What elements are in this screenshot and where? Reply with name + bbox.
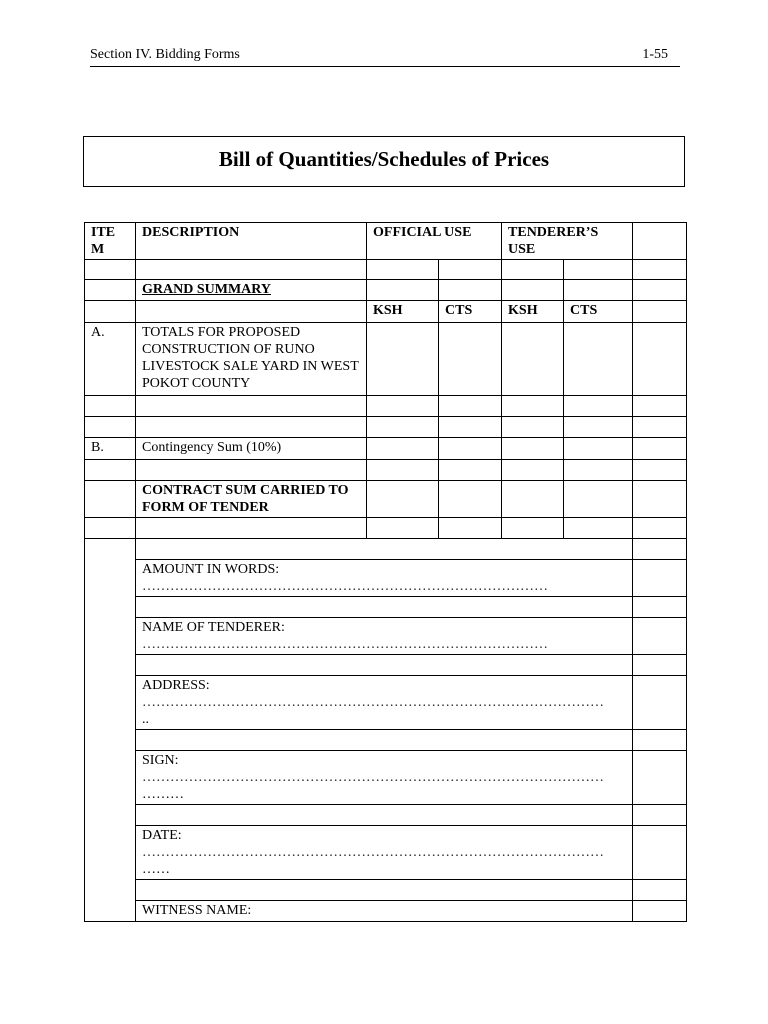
bill-of-quantities-table [84, 222, 687, 922]
amount-in-words-row [85, 560, 687, 597]
table-row [85, 260, 687, 280]
table-header-row [85, 223, 687, 260]
sign-dots: ……………………………………………………………………………………… [142, 770, 604, 785]
table-row [85, 280, 687, 301]
amount-in-words-field[interactable] [136, 560, 633, 597]
name-of-tenderer-dots: …………………………………………………………………………… [142, 637, 548, 652]
name-of-tenderer-label: NAME OF TENDERER: [142, 620, 285, 635]
official-ksh-input[interactable] [367, 323, 439, 396]
table-row [85, 460, 687, 481]
official-ksh-header: KSH [367, 301, 439, 323]
tenderer-cts-header: CTS [564, 301, 633, 323]
sign-dots-tail: ……… [142, 787, 184, 802]
date-field[interactable] [136, 826, 633, 880]
address-dots: ……………………………………………………………………………………… [142, 695, 604, 710]
table-row-a [85, 323, 687, 396]
table-row-b [85, 438, 687, 460]
address-field[interactable] [136, 676, 633, 730]
contract-sum-row [85, 481, 687, 518]
table-row [85, 597, 687, 618]
sign-row [85, 751, 687, 805]
official-cts-header: CTS [439, 301, 502, 323]
header-item: ITE M [85, 223, 136, 260]
tenderer-cts-input[interactable] [564, 438, 633, 460]
tenderer-ksh-input[interactable] [502, 438, 564, 460]
tenderer-cts-input[interactable] [564, 323, 633, 396]
header-description: DESCRIPTION [136, 223, 367, 260]
table-row [85, 539, 687, 560]
table-row [85, 880, 687, 901]
official-cts-input[interactable] [439, 323, 502, 396]
section-title: Section IV. Bidding Forms [90, 47, 240, 62]
date-dots: ……………………………………………………………………………………… [142, 845, 604, 860]
document-title: Bill of Quantities/Schedules of Prices [218, 147, 550, 171]
table-row [85, 518, 687, 539]
header-official-use: OFFICIAL USE [367, 223, 502, 260]
tenderer-ksh-header: KSH [502, 301, 564, 323]
official-ksh-input[interactable] [367, 438, 439, 460]
header-tenderers-use: TENDERER’S USE [502, 223, 633, 260]
tenderer-cts-input[interactable] [564, 481, 633, 518]
sign-label: SIGN: [142, 753, 179, 768]
witness-name-label: WITNESS NAME: [142, 903, 252, 918]
official-cts-input[interactable] [439, 438, 502, 460]
date-row [85, 826, 687, 880]
address-label: ADDRESS: [142, 678, 210, 693]
table-row [85, 417, 687, 438]
grand-summary-heading: GRAND SUMMARY [136, 280, 367, 301]
name-of-tenderer-field[interactable] [136, 618, 633, 655]
page-header [90, 46, 680, 67]
tenderer-ksh-input[interactable] [502, 481, 564, 518]
currency-header-row [85, 301, 687, 323]
witness-name-row [85, 901, 687, 922]
row-b-item: B. [85, 438, 136, 460]
official-ksh-input[interactable] [367, 481, 439, 518]
left-margin-cell [85, 539, 136, 922]
page-number: 1-55 [642, 47, 668, 62]
table-row [85, 396, 687, 417]
table-cell [633, 223, 687, 260]
amount-in-words-label: AMOUNT IN WORDS: [142, 562, 280, 577]
address-row [85, 676, 687, 730]
row-a-item: A. [85, 323, 136, 396]
row-a-description: TOTALS FOR PROPOSED CONSTRUCTION OF RUNO LIVESTOCK SALE YARD IN WEST POKOT COUNTY [136, 323, 367, 396]
date-label: DATE: [142, 828, 182, 843]
table-row [85, 805, 687, 826]
official-cts-input[interactable] [439, 481, 502, 518]
table-row [85, 730, 687, 751]
witness-name-field[interactable] [136, 901, 633, 922]
name-of-tenderer-row [85, 618, 687, 655]
date-dots-tail: …… [142, 862, 170, 877]
contract-sum-label: CONTRACT SUM CARRIED TO FORM OF TENDER [136, 481, 367, 518]
sign-field[interactable] [136, 751, 633, 805]
title-box [83, 136, 685, 187]
row-b-description: Contingency Sum (10%) [136, 438, 367, 460]
address-dots-tail: .. [142, 712, 149, 727]
amount-in-words-dots: …………………………………………………………………………… [142, 579, 548, 594]
table-row [85, 655, 687, 676]
tenderer-ksh-input[interactable] [502, 323, 564, 396]
